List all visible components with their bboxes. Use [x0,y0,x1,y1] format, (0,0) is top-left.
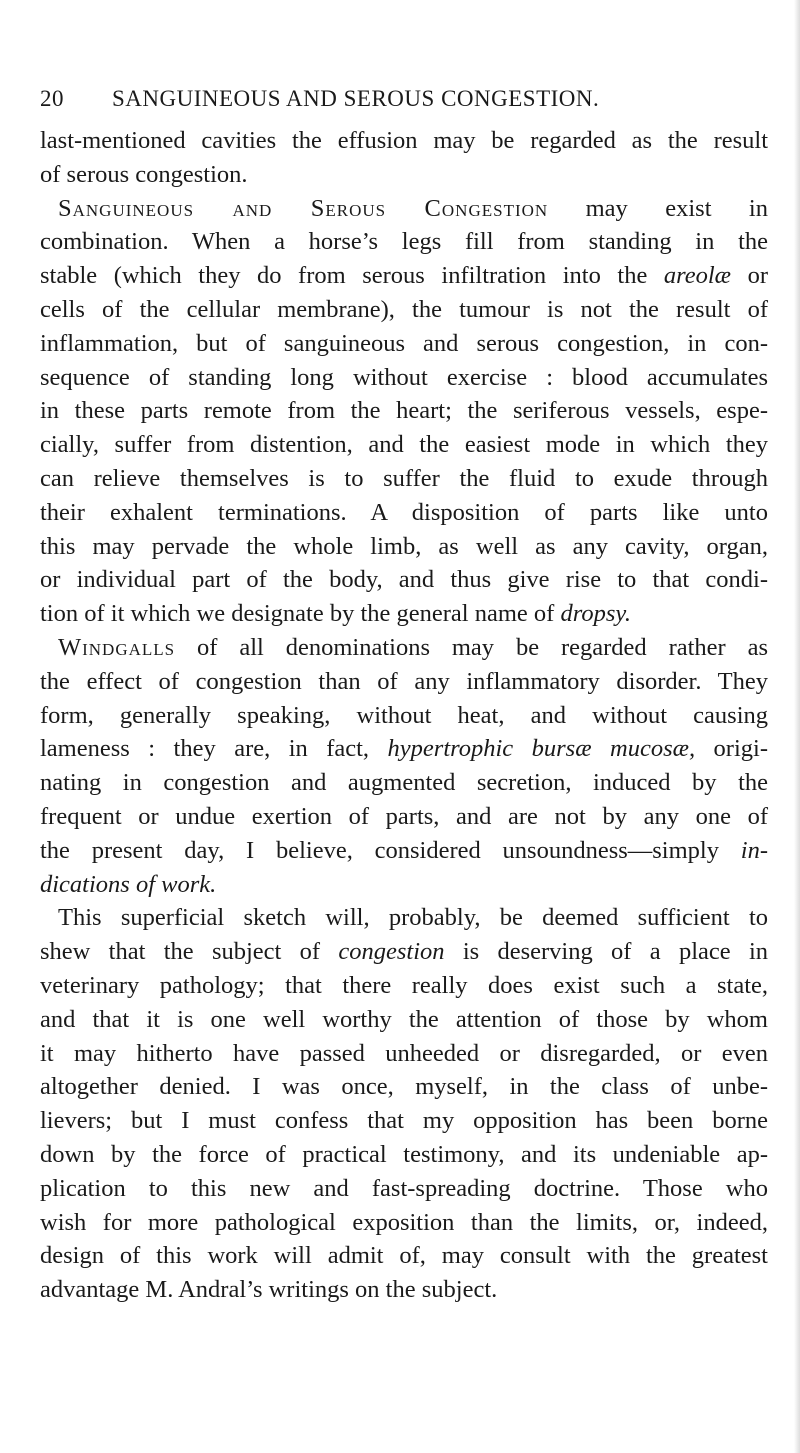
text-line [40,935,768,969]
text-line [40,597,768,631]
text-line [40,901,768,935]
text-run: may exist in [548,194,768,222]
text-line [40,462,768,496]
italic-run: congestion [338,938,445,966]
text-run: and that it is one well worthy the attention of those by whom [40,1005,768,1033]
text-run: the present day, I believe, considered unsoundness—simply [40,836,741,864]
text-line [40,1138,768,1172]
text-line [40,394,768,428]
text-run: their exhalent terminations. A disposition of parts like unto [40,498,768,526]
text-line [40,225,768,259]
page-number: 20 [40,86,64,111]
text-run: stable (which they do from serous infiltration into the [40,262,664,290]
text-line [40,563,768,597]
text-line [40,834,768,868]
text-line [40,496,768,530]
text-run: the effect of congestion than of any inflammatory disorder. They [40,667,768,695]
text-line [40,124,768,158]
text-run: frequent or undue exertion of parts, and are not by any one of [40,802,768,830]
text-run: down by the force of practical testimony, and its undeniable ap- [40,1140,768,1168]
text-line [40,1273,768,1307]
text-line [40,1172,768,1206]
text-run: sequence of standing long without exercise : blood accumulates [40,363,768,391]
text-line [40,1037,768,1071]
text-run: it may hitherto have passed unheeded or disregarded, or even [40,1039,768,1067]
text-run: inflammation, but of sanguineous and serous congestion, in con- [40,329,768,357]
text-run: tion of it which we designate by the general name of [40,600,561,628]
text-run: shew that the subject of [40,938,339,966]
text-line [40,428,768,462]
text-line [40,800,768,834]
text-run: last-mentioned cavities the effusion may be regarded as the result [40,127,768,154]
text-run: cially, suffer from distention, and the easiest mode in which they [40,431,768,459]
text-run: cells of the cellular membrane), the tumour is not the result of [40,295,768,323]
italic-run: in- [740,836,768,864]
text-run: lievers; but I must confess that my opposition has been borne [40,1107,768,1135]
text-line [40,361,768,395]
text-run: or individual part of the body, and thus give rise to that condi- [40,566,768,594]
text-line [40,868,768,902]
text-line [40,699,768,733]
text-run: plication to this new and fast-spreading doctrine. Those who [40,1174,768,1202]
text-line [40,732,768,766]
text-line [40,1104,768,1138]
text-line [40,1239,768,1273]
text-run: is deserving of a place in [444,938,768,966]
text-line [40,969,768,1003]
text-run: advantage M. Andral’s writings on the subject. [40,1276,498,1304]
text-line [40,530,768,564]
text-line [40,158,768,192]
text-run: lameness : they are, in fact, [40,735,388,763]
text-run: in these parts remote from the heart; the seriferous vessels, espe- [40,397,768,425]
text-run: form, generally speaking, without heat, and without causing [40,701,768,729]
text-line [40,766,768,800]
text-run: veterinary pathology; that there really does exist such a state, [40,971,768,999]
text-run: altogether denied. I was once, myself, in the class of unbe- [40,1073,768,1101]
text-line [40,1003,768,1037]
running-header [40,86,768,112]
text-run: combination. When a horse’s legs fill from standing in the [40,228,768,256]
text-run: or [731,262,768,290]
text-run: This superficial sketch will, probably, be deemed sufficient to [58,904,768,932]
italic-run: dropsy. [560,600,632,628]
text-line [40,1206,768,1240]
text-run: design of this work will admit of, may consult with the greatest [40,1242,768,1270]
text-line [40,293,768,327]
text-run: of serous congestion. [40,160,248,188]
text-line [40,631,768,665]
text-run: this may pervade the whole limb, as well as any cavity, organ, [40,532,768,560]
text-run: wish for more pathological exposition than the limits, or, indeed, [40,1208,768,1236]
text-run: nating in congestion and augmented secretion, induced by the [40,769,768,797]
text-line [40,192,768,226]
text-line [40,1070,768,1104]
running-title: SANGUINEOUS AND SEROUS CONGESTION. [112,86,600,111]
text-run: origi- [695,735,768,763]
page-body-text [40,124,768,1307]
italic-run: areolæ [663,262,732,290]
section-heading-run: Windgalls [58,633,176,661]
italic-run: hypertrophic bursæ mucosæ, [387,735,696,763]
page-edge-shadow [794,0,800,1453]
text-run: of all denominations may be regarded rather as [175,633,768,661]
text-line [40,665,768,699]
text-line [40,327,768,361]
section-heading-run: Sanguineous and Serous Congestion [58,194,549,222]
italic-run: dications of work. [40,870,217,898]
text-line [40,259,768,293]
text-run: can relieve themselves is to suffer the fluid to exude through [40,464,768,492]
